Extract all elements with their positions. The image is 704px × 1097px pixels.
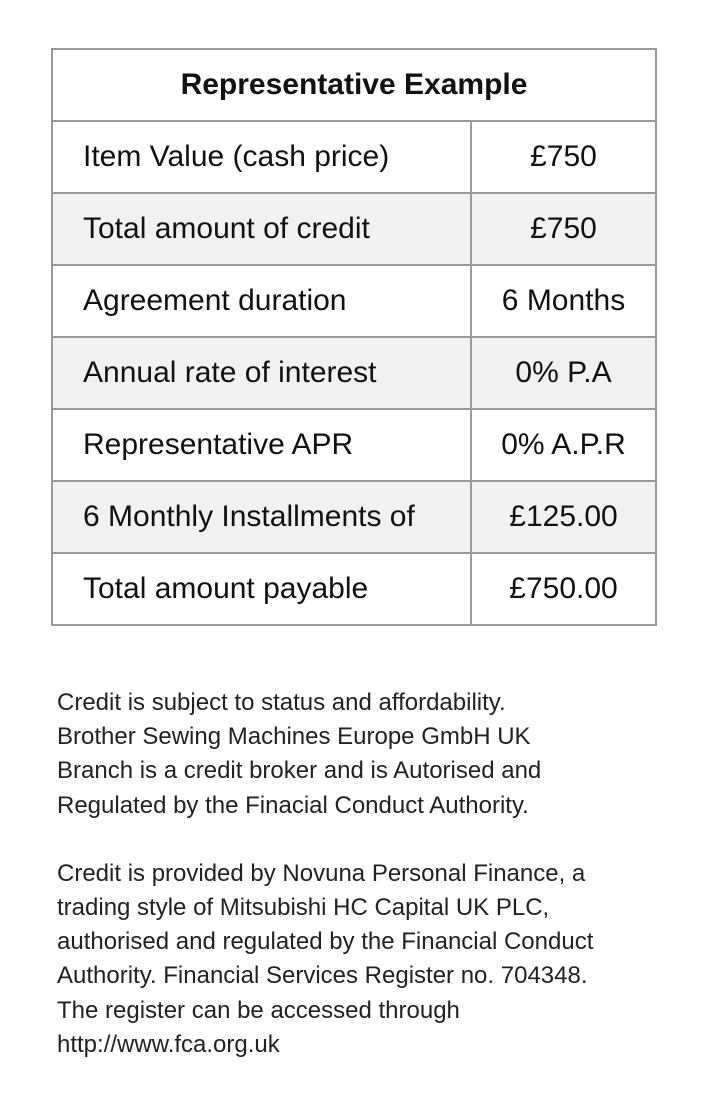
table-row: [52, 121, 656, 193]
row-value-total-payable: £750.00: [471, 553, 656, 625]
table-row: [52, 409, 656, 481]
row-value-item-value: £750: [471, 121, 656, 193]
representative-example-table: [51, 48, 657, 626]
table-header-row: [52, 49, 656, 121]
table-row: [52, 265, 656, 337]
row-value-agreement-duration: 6 Months: [471, 265, 656, 337]
row-label-total-payable: Total amount payable: [52, 553, 471, 625]
credit-provider-note: Credit is provided by Novuna Personal Finance, a trading style of Mitsubishi HC Capital UK PLC, authorised and regulated by the Financial Conduct Authority. Financial Services Register no. 704348. The register can be accessed through http://www.fca.org.uk: [57, 859, 594, 1058]
table-row: [52, 481, 656, 553]
table-row: [52, 337, 656, 409]
row-label-monthly-installments: 6 Monthly Installments of: [52, 481, 471, 553]
row-label-total-credit: Total amount of credit: [52, 193, 471, 265]
row-label-agreement-duration: Agreement duration: [52, 265, 471, 337]
row-value-representative-apr: 0% A.P.R: [471, 409, 656, 481]
table-row: [52, 193, 656, 265]
row-value-annual-interest: 0% P.A: [471, 337, 656, 409]
row-label-item-value: Item Value (cash price): [52, 121, 471, 193]
credit-notes: [57, 686, 667, 1096]
row-value-monthly-installments: £125.00: [471, 481, 656, 553]
table-row: [52, 553, 656, 625]
table-title: Representative Example: [52, 49, 656, 121]
credit-broker-note: Credit is subject to status and affordability. Brother Sewing Machines Europe GmbH UK Branch is a credit broker and is Autorised and Regulated by the Finacial Conduct Authority.: [57, 689, 542, 819]
row-label-representative-apr: Representative APR: [52, 409, 471, 481]
row-value-total-credit: £750: [471, 193, 656, 265]
row-label-annual-interest: Annual rate of interest: [52, 337, 471, 409]
